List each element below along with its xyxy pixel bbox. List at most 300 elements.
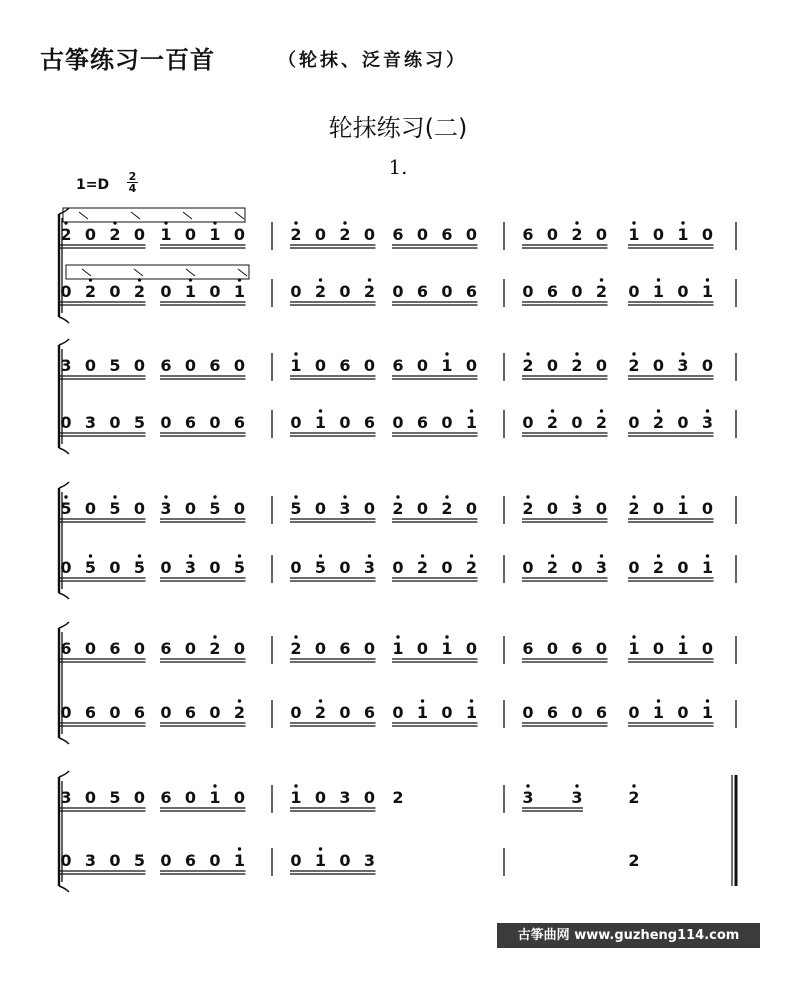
octave-dot-high	[64, 495, 67, 498]
note-lower-s3m3g2n1: 0	[628, 558, 640, 577]
octave-dot-high	[681, 635, 684, 638]
note-upper-s2m2g1n3: 6	[339, 356, 351, 375]
octave-dot-high	[238, 699, 241, 702]
octave-dot-high	[551, 554, 554, 557]
note-lower-s1m3g1n2: 6	[546, 282, 559, 301]
octave-dot-high	[421, 699, 424, 702]
note-upper-s2m3g2n2: 0	[652, 356, 665, 375]
note-upper-s4m1g1n4: 0	[133, 639, 146, 658]
note-lower-s2m3g1n3: 0	[571, 413, 583, 432]
note-lower-s3m1g2n4: 5	[233, 558, 246, 577]
book-subtitle: （轮抹、泛音练习）	[278, 50, 467, 71]
note-upper-s3m3g2n4: 0	[701, 499, 714, 518]
octave-dot-high	[319, 278, 322, 281]
note-upper-s5m2g1n4: 0	[363, 788, 376, 807]
note-upper-s4m3g2n2: 0	[652, 639, 665, 658]
octave-dot-high	[470, 554, 473, 557]
note-upper-s3m3g2n3: 1	[677, 499, 689, 518]
note-lower-s4m2g1n1: 0	[290, 703, 302, 722]
bracket-hook-top	[59, 208, 69, 214]
note-lower-s3m2g1n4: 3	[363, 558, 376, 577]
note-upper-s4m3g1n2: 0	[546, 639, 559, 658]
tremolo-stroke	[238, 269, 247, 276]
octave-dot-high	[575, 352, 578, 355]
note-lower-s5m2g1n1: 0	[290, 851, 302, 870]
note-lower-s4m1g1n4: 6	[133, 703, 146, 722]
note-lower-s2m1g2n2: 6	[184, 413, 197, 432]
note-lower-s5m1g2n3: 0	[209, 851, 221, 870]
note-lower-s2m2g1n4: 6	[363, 413, 376, 432]
note-lower-s3m3g2n2: 2	[652, 558, 665, 577]
note-lower-s3m2g1n2: 5	[314, 558, 327, 577]
note-lower-s3m1g2n2: 3	[184, 558, 197, 577]
note-upper-s4m1g2n3: 2	[209, 639, 221, 658]
note-lower-s1m2g2n3: 0	[441, 282, 453, 301]
note-lower-s4m1g2n1: 0	[160, 703, 172, 722]
note-upper-s2m1g1n1: 3	[60, 356, 72, 375]
bracket-hook-bottom	[59, 593, 69, 599]
note-lower-s2m1g2n3: 0	[209, 413, 221, 432]
note-upper-s3m3g2n1: 2	[628, 499, 640, 518]
note-lower-s4m3g1n4: 6	[595, 703, 608, 722]
octave-dot-high	[445, 495, 448, 498]
octave-dot-high	[238, 847, 241, 850]
note-lower-s2m3g2n1: 0	[628, 413, 640, 432]
note-upper-s3m1g2n1: 3	[160, 499, 172, 518]
tremolo-stroke	[235, 212, 244, 219]
octave-dot-high	[294, 495, 297, 498]
note-upper-s1m1g1n4: 0	[133, 225, 146, 244]
note-upper-s2m2g2n2: 0	[416, 356, 429, 375]
note-upper-s5m1g2n3: 1	[209, 788, 221, 807]
note-lower-s4m1g2n3: 0	[209, 703, 221, 722]
note-upper-s2m3g1n3: 2	[571, 356, 583, 375]
note-lower-s4m2g2n4: 1	[465, 703, 478, 722]
note-upper-s5m3g1n2: 3	[571, 788, 583, 807]
bracket-hook-bottom	[59, 448, 69, 454]
note-upper-s1m3g2n1: 1	[628, 225, 640, 244]
octave-dot-high	[445, 635, 448, 638]
note-lower-s5m3g2n1: 2	[628, 851, 640, 870]
note-upper-s3m2g2n4: 0	[465, 499, 478, 518]
octave-dot-high	[213, 635, 216, 638]
octave-dot-high	[319, 409, 322, 412]
note-lower-s2m1g2n1: 0	[160, 413, 172, 432]
octave-dot-high	[343, 221, 346, 224]
note-lower-s5m2g1n3: 0	[339, 851, 351, 870]
note-lower-s3m1g2n3: 0	[209, 558, 221, 577]
note-lower-s3m3g1n3: 0	[571, 558, 583, 577]
note-lower-s2m3g1n4: 2	[595, 413, 608, 432]
note-upper-s5m2g1n3: 3	[339, 788, 351, 807]
note-upper-s4m3g1n1: 6	[522, 639, 534, 658]
key-signature: 1=D	[76, 177, 110, 193]
note-lower-s4m2g2n1: 0	[392, 703, 404, 722]
note-upper-s2m1g2n1: 6	[160, 356, 172, 375]
watermark-site-name: 古筝曲网	[517, 928, 570, 943]
octave-dot-high	[319, 847, 322, 850]
note-upper-s1m3g2n2: 0	[652, 225, 665, 244]
note-lower-s1m2g1n3: 0	[339, 282, 351, 301]
note-upper-s4m2g2n3: 1	[441, 639, 453, 658]
note-upper-s1m2g2n2: 0	[416, 225, 429, 244]
note-upper-s1m1g2n2: 0	[184, 225, 197, 244]
note-lower-s1m3g2n1: 0	[628, 282, 640, 301]
note-upper-s2m3g1n4: 0	[595, 356, 608, 375]
note-lower-s5m1g2n4: 1	[233, 851, 246, 870]
watermark-badge	[497, 923, 760, 948]
note-upper-s2m3g2n3: 3	[677, 356, 689, 375]
bracket-hook-top	[59, 339, 69, 345]
time-denominator: 4	[128, 182, 137, 195]
note-upper-s4m3g2n1: 1	[628, 639, 640, 658]
note-lower-s1m2g2n1: 0	[392, 282, 404, 301]
note-lower-s3m1g2n1: 0	[160, 558, 172, 577]
tremolo-stroke	[79, 212, 88, 219]
bracket-hook-top	[59, 482, 69, 488]
octave-dot-high	[368, 278, 371, 281]
note-upper-s2m2g2n3: 1	[441, 356, 453, 375]
note-upper-s3m3g1n4: 0	[595, 499, 608, 518]
note-lower-s4m3g1n1: 0	[522, 703, 534, 722]
note-lower-s5m1g1n1: 0	[60, 851, 72, 870]
note-upper-s5m3g1n1: 3	[522, 788, 534, 807]
note-lower-s4m3g1n2: 6	[546, 703, 559, 722]
note-lower-s1m1g2n1: 0	[160, 282, 172, 301]
octave-dot-high	[632, 221, 635, 224]
note-lower-s3m2g2n4: 2	[465, 558, 478, 577]
piece-title: 轮抹练习(二)	[328, 114, 468, 142]
note-upper-s3m2g1n4: 0	[363, 499, 376, 518]
note-upper-s3m2g1n3: 3	[339, 499, 351, 518]
note-upper-s3m3g1n1: 2	[522, 499, 534, 518]
note-upper-s1m3g2n3: 1	[677, 225, 689, 244]
note-lower-s2m3g2n4: 3	[701, 413, 714, 432]
bracket-hook-bottom	[59, 738, 69, 744]
octave-dot-high	[526, 352, 529, 355]
octave-dot-high	[445, 352, 448, 355]
note-upper-s2m3g1n1: 2	[522, 356, 534, 375]
note-upper-s4m3g2n4: 0	[701, 639, 714, 658]
octave-dot-high	[343, 495, 346, 498]
bracket-hook-bottom	[59, 886, 69, 892]
note-upper-s4m3g1n3: 6	[571, 639, 583, 658]
note-lower-s4m1g1n2: 6	[84, 703, 97, 722]
note-upper-s3m2g1n1: 5	[290, 499, 302, 518]
note-upper-s1m1g1n2: 0	[84, 225, 97, 244]
note-lower-s4m3g2n4: 1	[701, 703, 714, 722]
octave-dot-high	[632, 352, 635, 355]
note-lower-s1m1g2n2: 1	[184, 282, 197, 301]
octave-dot-high	[706, 409, 709, 412]
note-upper-s2m2g2n4: 0	[465, 356, 478, 375]
note-upper-s5m2g2n1: 2	[392, 788, 404, 807]
note-lower-s4m1g2n4: 2	[233, 703, 246, 722]
note-upper-s1m2g1n3: 2	[339, 225, 351, 244]
note-lower-s2m3g1n2: 2	[546, 413, 559, 432]
note-lower-s4m2g2n2: 1	[416, 703, 429, 722]
note-lower-s3m2g2n2: 2	[416, 558, 429, 577]
note-upper-s2m2g1n1: 1	[290, 356, 302, 375]
octave-dot-high	[396, 635, 399, 638]
note-upper-s4m1g1n3: 6	[109, 639, 121, 658]
note-upper-s2m2g1n2: 0	[314, 356, 327, 375]
note-upper-s1m2g2n3: 6	[441, 225, 453, 244]
octave-dot-high	[213, 495, 216, 498]
octave-dot-high	[319, 554, 322, 557]
note-upper-s5m1g1n4: 0	[133, 788, 146, 807]
note-lower-s1m2g2n2: 6	[416, 282, 429, 301]
octave-dot-high	[138, 554, 141, 557]
note-upper-s2m2g2n1: 6	[392, 356, 404, 375]
note-upper-s3m1g1n4: 0	[133, 499, 146, 518]
note-lower-s3m3g1n4: 3	[595, 558, 608, 577]
note-upper-s5m1g1n2: 0	[84, 788, 97, 807]
note-upper-s3m2g2n3: 2	[441, 499, 453, 518]
note-upper-s2m1g2n3: 6	[209, 356, 221, 375]
note-lower-s4m2g2n3: 0	[441, 703, 453, 722]
octave-dot-high	[213, 784, 216, 787]
note-lower-s4m3g2n1: 0	[628, 703, 640, 722]
note-lower-s1m1g1n2: 2	[84, 282, 97, 301]
note-lower-s3m1g1n4: 5	[133, 558, 146, 577]
note-lower-s4m1g1n1: 0	[60, 703, 72, 722]
note-lower-s2m2g1n3: 0	[339, 413, 351, 432]
note-upper-s3m1g2n4: 0	[233, 499, 246, 518]
octave-dot-high	[600, 409, 603, 412]
octave-dot-high	[600, 278, 603, 281]
octave-dot-high	[368, 554, 371, 557]
octave-dot-high	[294, 784, 297, 787]
note-upper-s4m2g2n2: 0	[416, 639, 429, 658]
note-lower-s4m2g1n2: 2	[314, 703, 327, 722]
octave-dot-high	[551, 409, 554, 412]
note-upper-s1m1g1n3: 2	[109, 225, 121, 244]
octave-dot-high	[706, 699, 709, 702]
note-upper-s2m1g2n2: 0	[184, 356, 197, 375]
note-upper-s1m2g1n1: 2	[290, 225, 302, 244]
note-lower-s1m2g1n4: 2	[363, 282, 376, 301]
note-upper-s5m1g1n1: 3	[60, 788, 72, 807]
octave-dot-high	[681, 495, 684, 498]
note-lower-s1m1g2n3: 0	[209, 282, 221, 301]
note-lower-s5m2g1n4: 3	[363, 851, 376, 870]
note-upper-s4m1g1n1: 6	[60, 639, 72, 658]
note-lower-s1m1g1n1: 0	[60, 282, 72, 301]
note-upper-s4m2g1n3: 6	[339, 639, 351, 658]
octave-dot-high	[681, 221, 684, 224]
note-lower-s5m1g1n3: 0	[109, 851, 121, 870]
watermark-url: www.guzheng114.com	[574, 928, 740, 943]
octave-dot-high	[294, 221, 297, 224]
octave-dot-high	[632, 784, 635, 787]
note-upper-s2m1g1n3: 5	[109, 356, 121, 375]
octave-dot-high	[526, 495, 529, 498]
note-lower-s2m3g2n2: 2	[652, 413, 665, 432]
note-lower-s1m3g1n4: 2	[595, 282, 608, 301]
octave-dot-high	[470, 409, 473, 412]
note-lower-s3m3g2n4: 1	[701, 558, 714, 577]
note-upper-s1m1g2n1: 1	[160, 225, 172, 244]
octave-dot-high	[470, 699, 473, 702]
note-upper-s3m1g1n1: 5	[60, 499, 72, 518]
note-upper-s3m3g2n2: 0	[652, 499, 665, 518]
octave-dot-high	[657, 554, 660, 557]
note-lower-s2m2g1n1: 0	[290, 413, 302, 432]
octave-dot-high	[575, 221, 578, 224]
note-lower-s1m2g1n2: 2	[314, 282, 327, 301]
note-lower-s2m3g2n3: 0	[677, 413, 689, 432]
note-lower-s1m3g2n2: 1	[652, 282, 665, 301]
note-lower-s3m3g1n1: 0	[522, 558, 534, 577]
note-upper-s4m2g1n4: 0	[363, 639, 376, 658]
note-upper-s4m1g2n4: 0	[233, 639, 246, 658]
octave-dot-high	[294, 352, 297, 355]
note-upper-s1m1g2n3: 1	[209, 225, 221, 244]
tremolo-stroke	[131, 212, 140, 219]
note-lower-s4m2g1n4: 6	[363, 703, 376, 722]
note-lower-s4m1g2n2: 6	[184, 703, 197, 722]
note-lower-s2m1g2n4: 6	[233, 413, 246, 432]
note-lower-s5m1g2n1: 0	[160, 851, 172, 870]
octave-dot-high	[526, 784, 529, 787]
octave-dot-high	[706, 278, 709, 281]
note-lower-s5m1g1n2: 3	[84, 851, 97, 870]
note-upper-s5m2g1n1: 1	[290, 788, 302, 807]
note-upper-s1m1g2n4: 0	[233, 225, 246, 244]
note-lower-s1m3g2n4: 1	[701, 282, 714, 301]
note-upper-s4m1g2n2: 0	[184, 639, 197, 658]
note-lower-s1m2g1n1: 0	[290, 282, 302, 301]
note-upper-s3m1g2n2: 0	[184, 499, 197, 518]
note-upper-s1m2g1n2: 0	[314, 225, 327, 244]
note-upper-s3m1g2n3: 5	[209, 499, 221, 518]
note-upper-s3m2g2n1: 2	[392, 499, 404, 518]
octave-dot-high	[89, 554, 92, 557]
note-lower-s1m2g2n4: 6	[465, 282, 478, 301]
note-upper-s5m1g2n1: 6	[160, 788, 172, 807]
note-lower-s1m3g1n1: 0	[522, 282, 534, 301]
note-lower-s2m2g2n3: 0	[441, 413, 453, 432]
octave-dot-high	[575, 495, 578, 498]
note-upper-s2m2g1n4: 0	[363, 356, 376, 375]
note-upper-s4m2g1n2: 0	[314, 639, 327, 658]
note-lower-s5m1g2n2: 6	[184, 851, 197, 870]
note-upper-s1m3g2n4: 0	[701, 225, 714, 244]
octave-dot-high	[575, 784, 578, 787]
note-lower-s3m1g1n1: 0	[60, 558, 72, 577]
octave-dot-high	[681, 352, 684, 355]
octave-dot-high	[238, 554, 241, 557]
tremolo-stroke	[134, 269, 143, 276]
octave-dot-high	[421, 554, 424, 557]
octave-dot-high	[319, 699, 322, 702]
octave-dot-high	[706, 554, 709, 557]
tremolo-box-2	[66, 265, 249, 279]
note-lower-s3m2g1n1: 0	[290, 558, 302, 577]
note-upper-s1m2g2n1: 6	[392, 225, 404, 244]
note-upper-s4m1g1n2: 0	[84, 639, 97, 658]
octave-dot-high	[657, 699, 660, 702]
note-upper-s1m3g1n4: 0	[595, 225, 608, 244]
note-lower-s1m1g1n3: 0	[109, 282, 121, 301]
note-upper-s2m3g2n1: 2	[628, 356, 640, 375]
note-upper-s3m2g1n2: 0	[314, 499, 327, 518]
note-upper-s5m1g2n2: 0	[184, 788, 197, 807]
octave-dot-high	[396, 495, 399, 498]
note-upper-s3m3g1n2: 0	[546, 499, 559, 518]
octave-dot-high	[294, 635, 297, 638]
note-upper-s2m3g2n4: 0	[701, 356, 714, 375]
note-upper-s1m3g1n1: 6	[522, 225, 534, 244]
note-lower-s3m1g1n2: 5	[84, 558, 97, 577]
note-lower-s1m3g2n3: 0	[677, 282, 689, 301]
note-lower-s3m2g1n3: 0	[339, 558, 351, 577]
note-lower-s2m3g1n1: 0	[522, 413, 534, 432]
note-lower-s2m2g2n4: 1	[465, 413, 478, 432]
octave-dot-high	[632, 495, 635, 498]
note-lower-s2m1g1n3: 0	[109, 413, 121, 432]
note-lower-s2m2g2n1: 0	[392, 413, 404, 432]
note-upper-s5m1g2n4: 0	[233, 788, 246, 807]
note-upper-s2m1g1n2: 0	[84, 356, 97, 375]
note-lower-s2m1g1n4: 5	[133, 413, 146, 432]
note-upper-s4m2g1n1: 2	[290, 639, 302, 658]
bracket-hook-top	[59, 622, 69, 628]
bracket-hook-bottom	[59, 317, 69, 323]
octave-dot-high	[657, 278, 660, 281]
note-upper-s1m1g1n1: 2	[60, 225, 72, 244]
note-upper-s5m3g2n1: 2	[628, 788, 640, 807]
note-upper-s4m2g2n1: 1	[392, 639, 404, 658]
note-upper-s1m2g2n4: 0	[465, 225, 478, 244]
note-upper-s5m1g1n3: 5	[109, 788, 121, 807]
octave-dot-high	[113, 495, 116, 498]
note-upper-s5m2g1n2: 0	[314, 788, 327, 807]
note-lower-s5m2g1n2: 1	[314, 851, 327, 870]
note-upper-s4m3g2n3: 1	[677, 639, 689, 658]
note-upper-s2m1g2n4: 0	[233, 356, 246, 375]
note-upper-s4m1g2n1: 6	[160, 639, 172, 658]
note-lower-s4m3g2n2: 1	[652, 703, 665, 722]
note-upper-s4m2g2n4: 0	[465, 639, 478, 658]
octave-dot-high	[189, 554, 192, 557]
note-lower-s4m3g1n3: 0	[571, 703, 583, 722]
tremolo-stroke	[186, 269, 195, 276]
bracket-hook-top	[59, 771, 69, 777]
tremolo-stroke	[183, 212, 192, 219]
note-lower-s1m3g1n3: 0	[571, 282, 583, 301]
note-lower-s3m2g2n1: 0	[392, 558, 404, 577]
note-lower-s3m1g1n3: 0	[109, 558, 121, 577]
tremolo-stroke	[82, 269, 91, 276]
note-lower-s2m2g2n2: 6	[416, 413, 429, 432]
note-lower-s1m1g1n4: 2	[133, 282, 146, 301]
note-lower-s4m3g2n3: 0	[677, 703, 689, 722]
octave-dot-high	[600, 554, 603, 557]
note-upper-s3m1g1n2: 0	[84, 499, 97, 518]
note-lower-s5m1g1n4: 5	[133, 851, 146, 870]
tremolo-box-1	[63, 208, 245, 222]
note-upper-s1m3g1n3: 2	[571, 225, 583, 244]
note-upper-s3m2g2n2: 0	[416, 499, 429, 518]
note-lower-s2m2g1n2: 1	[314, 413, 327, 432]
note-lower-s3m3g2n3: 0	[677, 558, 689, 577]
note-lower-s1m1g2n4: 1	[233, 282, 246, 301]
note-lower-s2m1g1n2: 3	[84, 413, 97, 432]
note-lower-s3m3g1n2: 2	[546, 558, 559, 577]
time-numerator: 2	[128, 170, 137, 183]
